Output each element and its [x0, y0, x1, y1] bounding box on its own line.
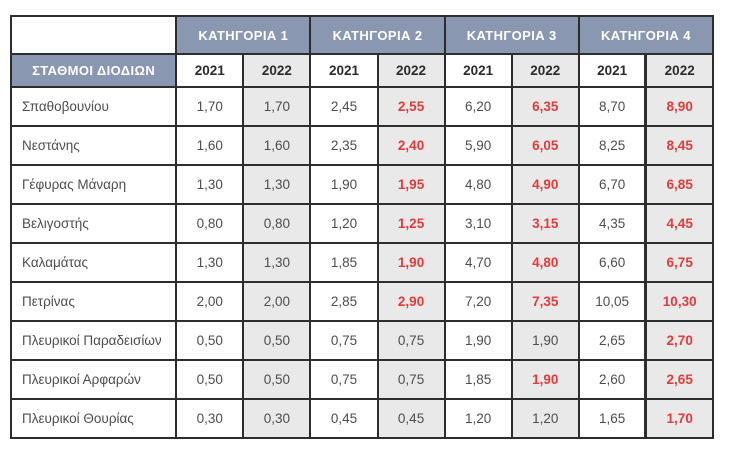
- toll-value-cell: 1,70: [176, 87, 243, 126]
- toll-value-cell: 2,70: [646, 321, 713, 360]
- toll-value-cell: 5,90: [445, 126, 512, 165]
- toll-value-cell: 6,20: [445, 87, 512, 126]
- toll-value-cell: 3,10: [445, 204, 512, 243]
- toll-value-cell: 8,70: [579, 87, 646, 126]
- toll-value-cell: 3,15: [512, 204, 579, 243]
- toll-value-cell: 0,50: [176, 360, 243, 399]
- table-row: [11, 165, 713, 204]
- toll-value-cell: 0,50: [243, 321, 310, 360]
- toll-value-cell: 1,65: [579, 399, 646, 438]
- toll-value-cell: 6,60: [579, 243, 646, 282]
- toll-value-cell: 4,45: [646, 204, 713, 243]
- toll-value-cell: 0,30: [243, 399, 310, 438]
- toll-value-cell: 8,25: [579, 126, 646, 165]
- category-2-header: ΚΑΤΗΓΟΡΙΑ 2: [310, 16, 444, 54]
- station-name: Σπαθοβουνίου: [11, 87, 176, 126]
- toll-value-cell: 4,35: [579, 204, 646, 243]
- toll-value-cell: 10,05: [579, 282, 646, 321]
- toll-value-cell: 1,90: [512, 360, 579, 399]
- toll-value-cell: 1,95: [378, 165, 445, 204]
- toll-value-cell: 1,70: [646, 399, 713, 438]
- toll-value-cell: 0,75: [378, 360, 445, 399]
- toll-value-cell: 1,70: [243, 87, 310, 126]
- toll-value-cell: 2,45: [310, 87, 377, 126]
- table-row: [11, 282, 713, 321]
- table-row: [11, 204, 713, 243]
- year-column-header: 2022: [512, 54, 579, 87]
- toll-value-cell: 0,80: [243, 204, 310, 243]
- year-column-header: 2022: [646, 54, 713, 87]
- toll-value-cell: 6,05: [512, 126, 579, 165]
- station-name: Καλαμάτας: [11, 243, 176, 282]
- toll-value-cell: 2,65: [579, 321, 646, 360]
- table-row: [11, 399, 713, 438]
- table-body: [11, 87, 713, 438]
- year-column-header: 2021: [310, 54, 377, 87]
- toll-value-cell: 4,80: [512, 243, 579, 282]
- toll-value-cell: 2,60: [579, 360, 646, 399]
- stations-column-header: ΣΤΑΘΜΟΙ ΔΙΟΔΙΩΝ: [11, 54, 176, 87]
- toll-value-cell: 1,60: [176, 126, 243, 165]
- toll-value-cell: 7,20: [445, 282, 512, 321]
- toll-value-cell: 2,00: [176, 282, 243, 321]
- toll-value-cell: 0,75: [310, 321, 377, 360]
- toll-value-cell: 0,45: [378, 399, 445, 438]
- category-4-header: ΚΑΤΗΓΟΡΙΑ 4: [579, 16, 713, 54]
- station-name: Πετρίνας: [11, 282, 176, 321]
- toll-value-cell: 2,40: [378, 126, 445, 165]
- toll-value-cell: 0,30: [176, 399, 243, 438]
- toll-value-cell: 1,30: [176, 165, 243, 204]
- toll-value-cell: 1,20: [445, 399, 512, 438]
- toll-value-cell: 1,30: [243, 243, 310, 282]
- toll-value-cell: 1,30: [176, 243, 243, 282]
- toll-value-cell: 1,25: [378, 204, 445, 243]
- toll-value-cell: 2,35: [310, 126, 377, 165]
- table-row: [11, 243, 713, 282]
- table-row: [11, 126, 713, 165]
- toll-value-cell: 1,90: [378, 243, 445, 282]
- toll-value-cell: 2,00: [243, 282, 310, 321]
- toll-value-cell: 1,85: [310, 243, 377, 282]
- toll-value-cell: 2,90: [378, 282, 445, 321]
- toll-value-cell: 1,90: [445, 321, 512, 360]
- toll-value-cell: 4,90: [512, 165, 579, 204]
- category-header-row: [11, 16, 713, 54]
- table-row: [11, 321, 713, 360]
- station-name: Νεστάνης: [11, 126, 176, 165]
- toll-value-cell: 1,85: [445, 360, 512, 399]
- toll-value-cell: 1,90: [512, 321, 579, 360]
- station-name: Πλευρικοί Θουρίας: [11, 399, 176, 438]
- toll-value-cell: 1,20: [512, 399, 579, 438]
- corner-blank-cell: [11, 16, 176, 54]
- toll-value-cell: 6,85: [646, 165, 713, 204]
- year-column-header: 2021: [176, 54, 243, 87]
- toll-value-cell: 0,80: [176, 204, 243, 243]
- toll-value-cell: 2,65: [646, 360, 713, 399]
- toll-value-cell: 1,20: [310, 204, 377, 243]
- toll-value-cell: 0,75: [310, 360, 377, 399]
- toll-value-cell: 1,90: [310, 165, 377, 204]
- toll-value-cell: 10,30: [646, 282, 713, 321]
- toll-value-cell: 0,45: [310, 399, 377, 438]
- toll-value-cell: 8,45: [646, 126, 713, 165]
- station-name: Βελιγοστής: [11, 204, 176, 243]
- year-header-row: [11, 54, 713, 87]
- category-3-header: ΚΑΤΗΓΟΡΙΑ 3: [445, 16, 579, 54]
- toll-value-cell: 1,30: [243, 165, 310, 204]
- year-column-header: 2021: [445, 54, 512, 87]
- toll-value-cell: 4,70: [445, 243, 512, 282]
- toll-rates-table: [10, 15, 714, 439]
- toll-value-cell: 7,35: [512, 282, 579, 321]
- table-row: [11, 360, 713, 399]
- toll-value-cell: 2,55: [378, 87, 445, 126]
- year-column-header: 2022: [378, 54, 445, 87]
- toll-value-cell: 2,85: [310, 282, 377, 321]
- toll-value-cell: 0,50: [176, 321, 243, 360]
- toll-value-cell: 6,70: [579, 165, 646, 204]
- year-column-header: 2021: [579, 54, 646, 87]
- toll-value-cell: 8,90: [646, 87, 713, 126]
- station-name: Πλευρικοί Αρφαρών: [11, 360, 176, 399]
- toll-value-cell: 0,50: [243, 360, 310, 399]
- category-1-header: ΚΑΤΗΓΟΡΙΑ 1: [176, 16, 310, 54]
- toll-value-cell: 4,80: [445, 165, 512, 204]
- station-name: Γέφυρας Μάναρη: [11, 165, 176, 204]
- station-name: Πλευρικοί Παραδεισίων: [11, 321, 176, 360]
- toll-value-cell: 6,35: [512, 87, 579, 126]
- toll-value-cell: 6,75: [646, 243, 713, 282]
- table-row: [11, 87, 713, 126]
- toll-value-cell: 1,60: [243, 126, 310, 165]
- year-column-header: 2022: [243, 54, 310, 87]
- toll-value-cell: 0,75: [378, 321, 445, 360]
